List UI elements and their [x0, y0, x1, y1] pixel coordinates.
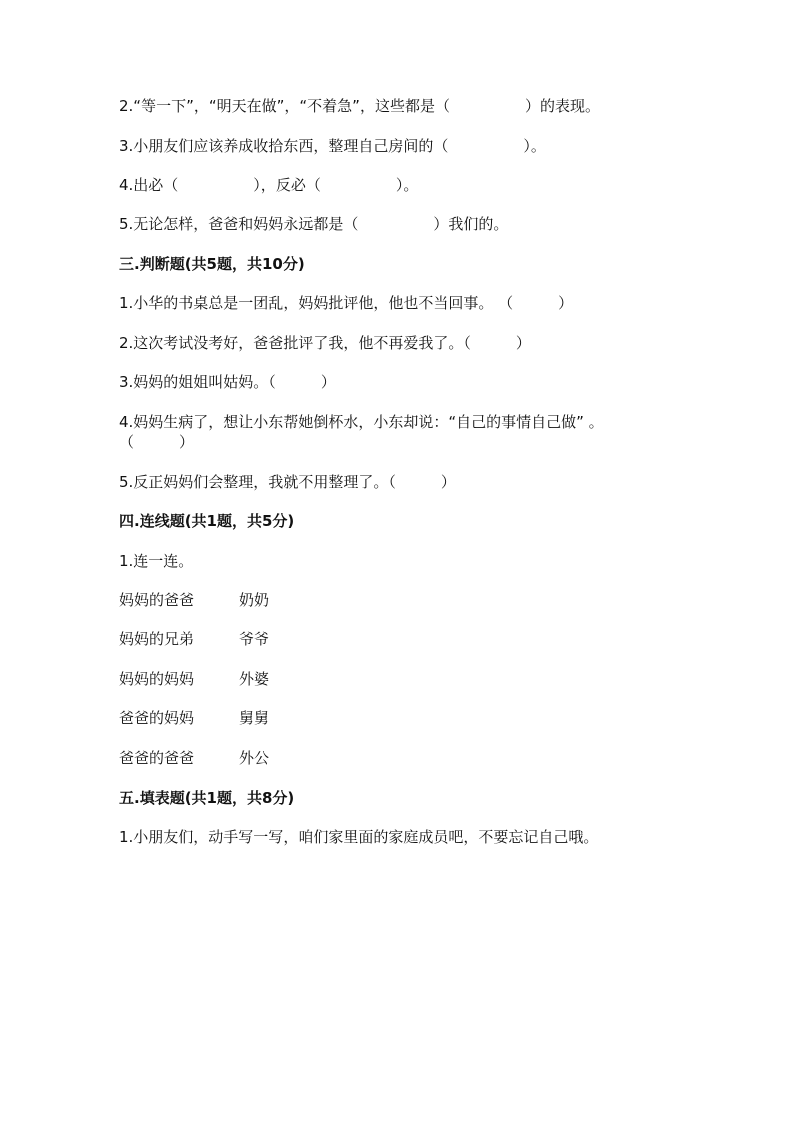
match-right-item: 外公 — [239, 749, 270, 767]
match-right-item: 爷爷 — [239, 630, 270, 648]
judge-question-1: 1.小华的书桌总是一团乱，妈妈批评他，他也不当回事。 （ ） — [119, 294, 574, 312]
fill-question-4: 4.出必（ ），反必（ ）。 — [119, 176, 419, 194]
match-question-1: 1.连一连。 — [119, 552, 194, 570]
judge-question-2: 2.这次考试没考好，爸爸批评了我，他不再爱我了。（ ） — [119, 334, 531, 352]
section-4-heading: 四.连线题(共1题，共5分) — [119, 512, 295, 530]
match-right-item: 舅舅 — [239, 709, 270, 727]
fill-question-5: 5.无论怎样，爸爸和妈妈永远都是（ ）我们的。 — [119, 215, 509, 233]
judge-question-4-answer: （ ） — [119, 433, 195, 451]
match-right-item: 外婆 — [239, 670, 270, 688]
fill-question-2: 2.“等一下”，“明天在做”，“不着急”，这些都是（ ）的表现。 — [119, 97, 600, 115]
judge-question-4: 4.妈妈生病了，想让小东帮她倒杯水，小东却说：“自己的事情自己做” 。 — [119, 413, 604, 431]
match-right-item: 奶奶 — [239, 591, 270, 609]
judge-question-3: 3.妈妈的姐姐叫姑妈。（ ） — [119, 373, 336, 391]
section-5-heading: 五.填表题(共1题，共8分) — [119, 789, 295, 807]
match-left-item: 妈妈的妈妈 — [119, 670, 195, 688]
judge-question-5: 5.反正妈妈们会整理，我就不用整理了。（ ） — [119, 473, 456, 491]
table-question-1: 1.小朋友们，动手写一写，咱们家里面的家庭成员吧，不要忘记自己哦。 — [119, 828, 599, 846]
match-left-item: 爸爸的妈妈 — [119, 709, 195, 727]
fill-question-3: 3.小朋友们应该养成收拾东西，整理自己房间的（ ）。 — [119, 137, 546, 155]
match-left-item: 妈妈的兄弟 — [119, 630, 195, 648]
match-left-item: 爸爸的爸爸 — [119, 749, 195, 767]
match-left-item: 妈妈的爸爸 — [119, 591, 195, 609]
section-3-heading: 三.判断题(共5题，共10分) — [119, 255, 305, 273]
